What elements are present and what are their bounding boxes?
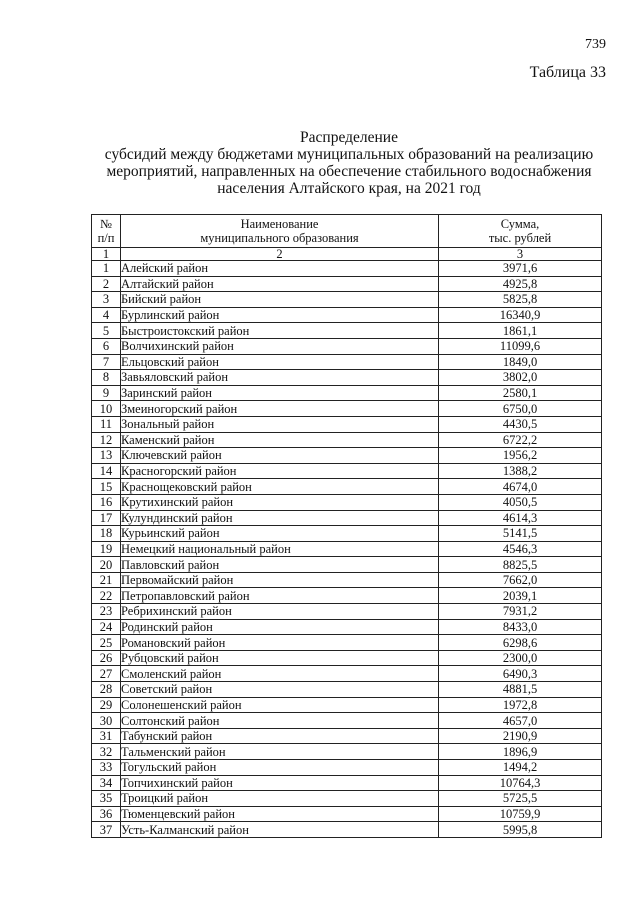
row-number-cell: 33 <box>92 760 121 776</box>
municipality-name-cell: Ключевский район <box>121 448 439 464</box>
table-body <box>92 261 602 838</box>
column-header-number <box>92 215 121 248</box>
amount-cell: 2580,1 <box>439 385 602 401</box>
amount-cell: 5825,8 <box>439 292 602 308</box>
row-number-cell: 31 <box>92 728 121 744</box>
municipality-name-cell: Рубцовский район <box>121 650 439 666</box>
table-row <box>92 744 602 760</box>
municipality-name-cell: Топчихинский район <box>121 775 439 791</box>
amount-cell: 5995,8 <box>439 822 602 838</box>
municipality-name-cell: Смоленский район <box>121 666 439 682</box>
amount-cell: 2300,0 <box>439 650 602 666</box>
table-row <box>92 822 602 838</box>
municipality-name-cell: Табунский район <box>121 728 439 744</box>
table-row <box>92 666 602 682</box>
row-number-cell: 3 <box>92 292 121 308</box>
amount-cell: 1861,1 <box>439 323 602 339</box>
row-number-cell: 19 <box>92 541 121 557</box>
table-row <box>92 276 602 292</box>
amount-cell: 1849,0 <box>439 354 602 370</box>
amount-cell: 1896,9 <box>439 744 602 760</box>
amount-cell: 5141,5 <box>439 526 602 542</box>
row-number-cell: 30 <box>92 713 121 729</box>
table-row <box>92 604 602 620</box>
municipality-name-cell: Змеиногорский район <box>121 401 439 417</box>
column-index-cell: 2 <box>121 248 439 261</box>
row-number-cell: 13 <box>92 448 121 464</box>
row-number-cell: 5 <box>92 323 121 339</box>
amount-cell: 4546,3 <box>439 541 602 557</box>
amount-cell: 6750,0 <box>439 401 602 417</box>
amount-cell: 16340,9 <box>439 307 602 323</box>
column-index-row <box>92 248 602 261</box>
title-line: населения Алтайского края, на 2021 год <box>217 180 481 197</box>
title-line: субсидий между бюджетами муниципальных образований на реализацию <box>104 146 594 163</box>
column-header-name <box>121 215 439 248</box>
municipality-name-cell: Алтайский район <box>121 276 439 292</box>
municipality-name-cell: Усть-Калманский район <box>121 822 439 838</box>
header-text: Наименование <box>240 217 319 231</box>
table-row <box>92 806 602 822</box>
row-number-cell: 1 <box>92 261 121 277</box>
row-number-cell: 17 <box>92 510 121 526</box>
table-row <box>92 697 602 713</box>
row-number-cell: 9 <box>92 385 121 401</box>
municipality-name-cell: Троицкий район <box>121 791 439 807</box>
municipality-name-cell: Заринский район <box>121 385 439 401</box>
table-row <box>92 479 602 495</box>
amount-cell: 4614,3 <box>439 510 602 526</box>
table-row <box>92 292 602 308</box>
municipality-name-cell: Кулундинский район <box>121 510 439 526</box>
row-number-cell: 21 <box>92 572 121 588</box>
table-row <box>92 354 602 370</box>
amount-cell: 2190,9 <box>439 728 602 744</box>
header-text: муниципального образования <box>200 231 359 245</box>
header-text: тыс. рублей <box>488 231 552 245</box>
municipality-name-cell: Курьинский район <box>121 526 439 542</box>
row-number-cell: 35 <box>92 791 121 807</box>
table-row <box>92 572 602 588</box>
column-header-sum <box>439 215 602 248</box>
row-number-cell: 25 <box>92 635 121 651</box>
amount-cell: 4674,0 <box>439 479 602 495</box>
amount-cell: 1972,8 <box>439 697 602 713</box>
title-line: мероприятий, направленных на обеспечение стабильного водоснабжения <box>106 163 592 180</box>
page-number: 739 <box>585 37 606 52</box>
amount-cell: 3971,6 <box>439 261 602 277</box>
table-row <box>92 682 602 698</box>
table-row <box>92 526 602 542</box>
municipality-name-cell: Красногорский район <box>121 463 439 479</box>
amount-cell: 6298,6 <box>439 635 602 651</box>
table-row <box>92 432 602 448</box>
table-row <box>92 323 602 339</box>
row-number-cell: 7 <box>92 354 121 370</box>
table-row <box>92 401 602 417</box>
row-number-cell: 22 <box>92 588 121 604</box>
municipality-name-cell: Волчихинский район <box>121 338 439 354</box>
amount-cell: 8433,0 <box>439 619 602 635</box>
row-number-cell: 15 <box>92 479 121 495</box>
row-number-cell: 2 <box>92 276 121 292</box>
amount-cell: 7931,2 <box>439 604 602 620</box>
table-row <box>92 448 602 464</box>
municipality-name-cell: Бийский район <box>121 292 439 308</box>
municipality-name-cell: Зональный район <box>121 416 439 432</box>
row-number-cell: 6 <box>92 338 121 354</box>
amount-cell: 4925,8 <box>439 276 602 292</box>
table-label: Таблица 33 <box>529 64 606 81</box>
row-number-cell: 36 <box>92 806 121 822</box>
amount-cell: 10759,9 <box>439 806 602 822</box>
municipality-name-cell: Советский район <box>121 682 439 698</box>
municipality-name-cell: Тюменцевский район <box>121 806 439 822</box>
document-title <box>90 129 608 197</box>
row-number-cell: 12 <box>92 432 121 448</box>
table-row <box>92 791 602 807</box>
header-text: Сумма, <box>500 217 540 231</box>
title-line: Распределение <box>300 129 398 146</box>
table-row <box>92 760 602 776</box>
municipality-name-cell: Ребрихинский район <box>121 604 439 620</box>
table-row <box>92 635 602 651</box>
amount-cell: 4881,5 <box>439 682 602 698</box>
municipality-name-cell: Алейский район <box>121 261 439 277</box>
table-row <box>92 385 602 401</box>
row-number-cell: 18 <box>92 526 121 542</box>
table-row <box>92 728 602 744</box>
row-number-cell: 27 <box>92 666 121 682</box>
municipality-name-cell: Солонешенский район <box>121 697 439 713</box>
amount-cell: 1388,2 <box>439 463 602 479</box>
row-number-cell: 23 <box>92 604 121 620</box>
header-text: № <box>100 217 112 231</box>
row-number-cell: 4 <box>92 307 121 323</box>
table-row <box>92 307 602 323</box>
table-row <box>92 541 602 557</box>
municipality-name-cell: Павловский район <box>121 557 439 573</box>
amount-cell: 2039,1 <box>439 588 602 604</box>
row-number-cell: 34 <box>92 775 121 791</box>
municipality-name-cell: Завьяловский район <box>121 370 439 386</box>
table-row <box>92 619 602 635</box>
table-row <box>92 510 602 526</box>
table-row <box>92 370 602 386</box>
amount-cell: 4050,5 <box>439 494 602 510</box>
row-number-cell: 10 <box>92 401 121 417</box>
municipality-name-cell: Родинский район <box>121 619 439 635</box>
row-number-cell: 16 <box>92 494 121 510</box>
table-row <box>92 463 602 479</box>
municipality-name-cell: Солтонский район <box>121 713 439 729</box>
municipality-name-cell: Тогульский район <box>121 760 439 776</box>
municipality-name-cell: Первомайский район <box>121 572 439 588</box>
municipality-name-cell: Ельцовский район <box>121 354 439 370</box>
municipality-name-cell: Крутихинский район <box>121 494 439 510</box>
row-number-cell: 28 <box>92 682 121 698</box>
row-number-cell: 20 <box>92 557 121 573</box>
distribution-table <box>91 214 602 838</box>
municipality-name-cell: Быстроистокский район <box>121 323 439 339</box>
municipality-name-cell: Немецкий национальный район <box>121 541 439 557</box>
table-row <box>92 416 602 432</box>
amount-cell: 4657,0 <box>439 713 602 729</box>
amount-cell: 3802,0 <box>439 370 602 386</box>
municipality-name-cell: Бурлинский район <box>121 307 439 323</box>
table-row <box>92 338 602 354</box>
amount-cell: 1494,2 <box>439 760 602 776</box>
table-row <box>92 494 602 510</box>
row-number-cell: 24 <box>92 619 121 635</box>
table-row <box>92 650 602 666</box>
amount-cell: 7662,0 <box>439 572 602 588</box>
row-number-cell: 11 <box>92 416 121 432</box>
table-header-row <box>92 215 602 248</box>
amount-cell: 4430,5 <box>439 416 602 432</box>
row-number-cell: 14 <box>92 463 121 479</box>
municipality-name-cell: Петропавловский район <box>121 588 439 604</box>
amount-cell: 6490,3 <box>439 666 602 682</box>
municipality-name-cell: Краснощековский район <box>121 479 439 495</box>
table-row <box>92 713 602 729</box>
row-number-cell: 32 <box>92 744 121 760</box>
header-text: п/п <box>97 231 115 245</box>
table-row <box>92 261 602 277</box>
amount-cell: 10764,3 <box>439 775 602 791</box>
table-row <box>92 588 602 604</box>
column-index-cell: 3 <box>439 248 602 261</box>
row-number-cell: 37 <box>92 822 121 838</box>
municipality-name-cell: Каменский район <box>121 432 439 448</box>
row-number-cell: 8 <box>92 370 121 386</box>
municipality-name-cell: Романовский район <box>121 635 439 651</box>
amount-cell: 5725,5 <box>439 791 602 807</box>
amount-cell: 11099,6 <box>439 338 602 354</box>
row-number-cell: 29 <box>92 697 121 713</box>
amount-cell: 1956,2 <box>439 448 602 464</box>
column-index-cell: 1 <box>92 248 121 261</box>
amount-cell: 8825,5 <box>439 557 602 573</box>
table-row <box>92 775 602 791</box>
municipality-name-cell: Тальменский район <box>121 744 439 760</box>
row-number-cell: 26 <box>92 650 121 666</box>
table-row <box>92 557 602 573</box>
amount-cell: 6722,2 <box>439 432 602 448</box>
